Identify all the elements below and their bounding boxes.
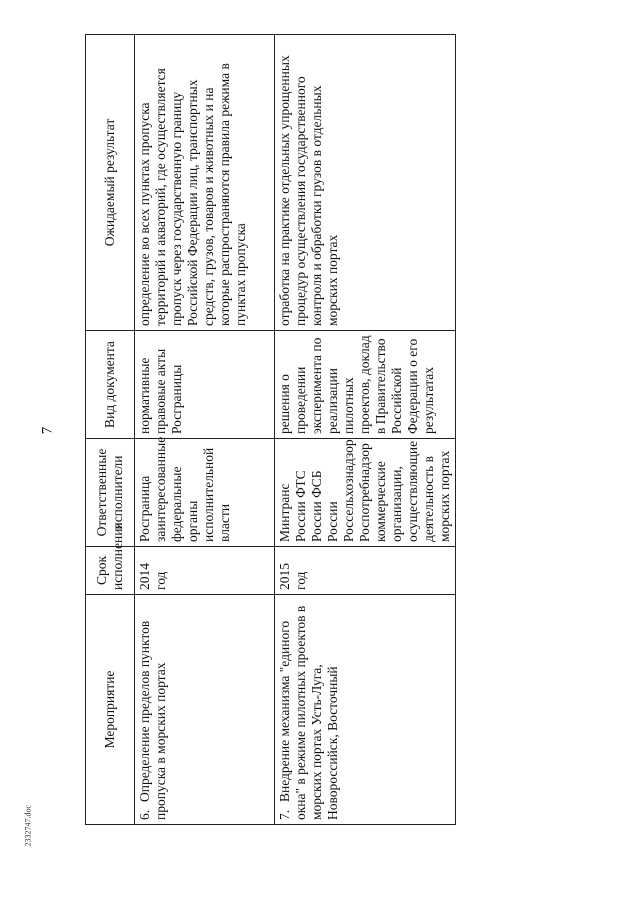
row-number: 7. xyxy=(277,809,292,820)
cell-result: отработка на практике отдельных упрощенных процедур осуществления государственного контроля и обработки грузов в отдельных морских портах xyxy=(275,35,456,331)
cell-executors: Минтранс России ФТС России ФСБ России Россельхознадзор Роспотребнадзор коммерческие организации, осуществляющие деятельность в морских портах xyxy=(275,439,456,547)
rotated-table-container xyxy=(85,35,452,825)
cell-executors: Росграница заинтересованные федеральные органы исполнительной власти xyxy=(135,439,275,547)
row-number: 6. xyxy=(137,809,152,820)
event-text: Внедрение механизма "единого окна" в режиме пилотных проектов в морских портах Усть-Луга, Новороссийск, Восточный xyxy=(277,605,340,820)
cell-term: 2015 год xyxy=(275,547,456,595)
header-result: Ожидаемый результат xyxy=(86,35,135,331)
document-code: 2332747.doc xyxy=(23,804,33,847)
header-doc-type: Вид документа xyxy=(86,331,135,439)
cell-event xyxy=(275,595,456,825)
table-row xyxy=(275,35,456,825)
table-rotator xyxy=(85,35,452,825)
cell-doc-type: нормативные правовые акты Росграницы xyxy=(135,331,275,439)
header-term: Срок исполнения xyxy=(86,547,135,595)
cell-result: определение во всех пунктах пропуска территорий и акваторий, где осуществляется пропуск через государственную границу Российской Федерации лиц, транспортных средств, грузов, товаров и животных и на которые распространяются правила режима в пунктах пропуска xyxy=(135,35,275,331)
cell-event xyxy=(135,595,275,825)
cell-doc-type: решения о проведении эксперимента по реализации пилотных проектов, доклад в Правительство Российской Федерации о его результатах xyxy=(275,331,456,439)
table-header-row xyxy=(86,35,135,825)
header-event: Мероприятие xyxy=(86,595,135,825)
page-number: 7 xyxy=(39,426,56,435)
event-text: Определение пределов пунктов пропуска в морских портах xyxy=(137,620,168,820)
cell-term: 2014 год xyxy=(135,547,275,595)
table-row xyxy=(135,35,275,825)
header-executors: Ответственные исполнители xyxy=(86,439,135,547)
measures-table xyxy=(85,34,456,825)
